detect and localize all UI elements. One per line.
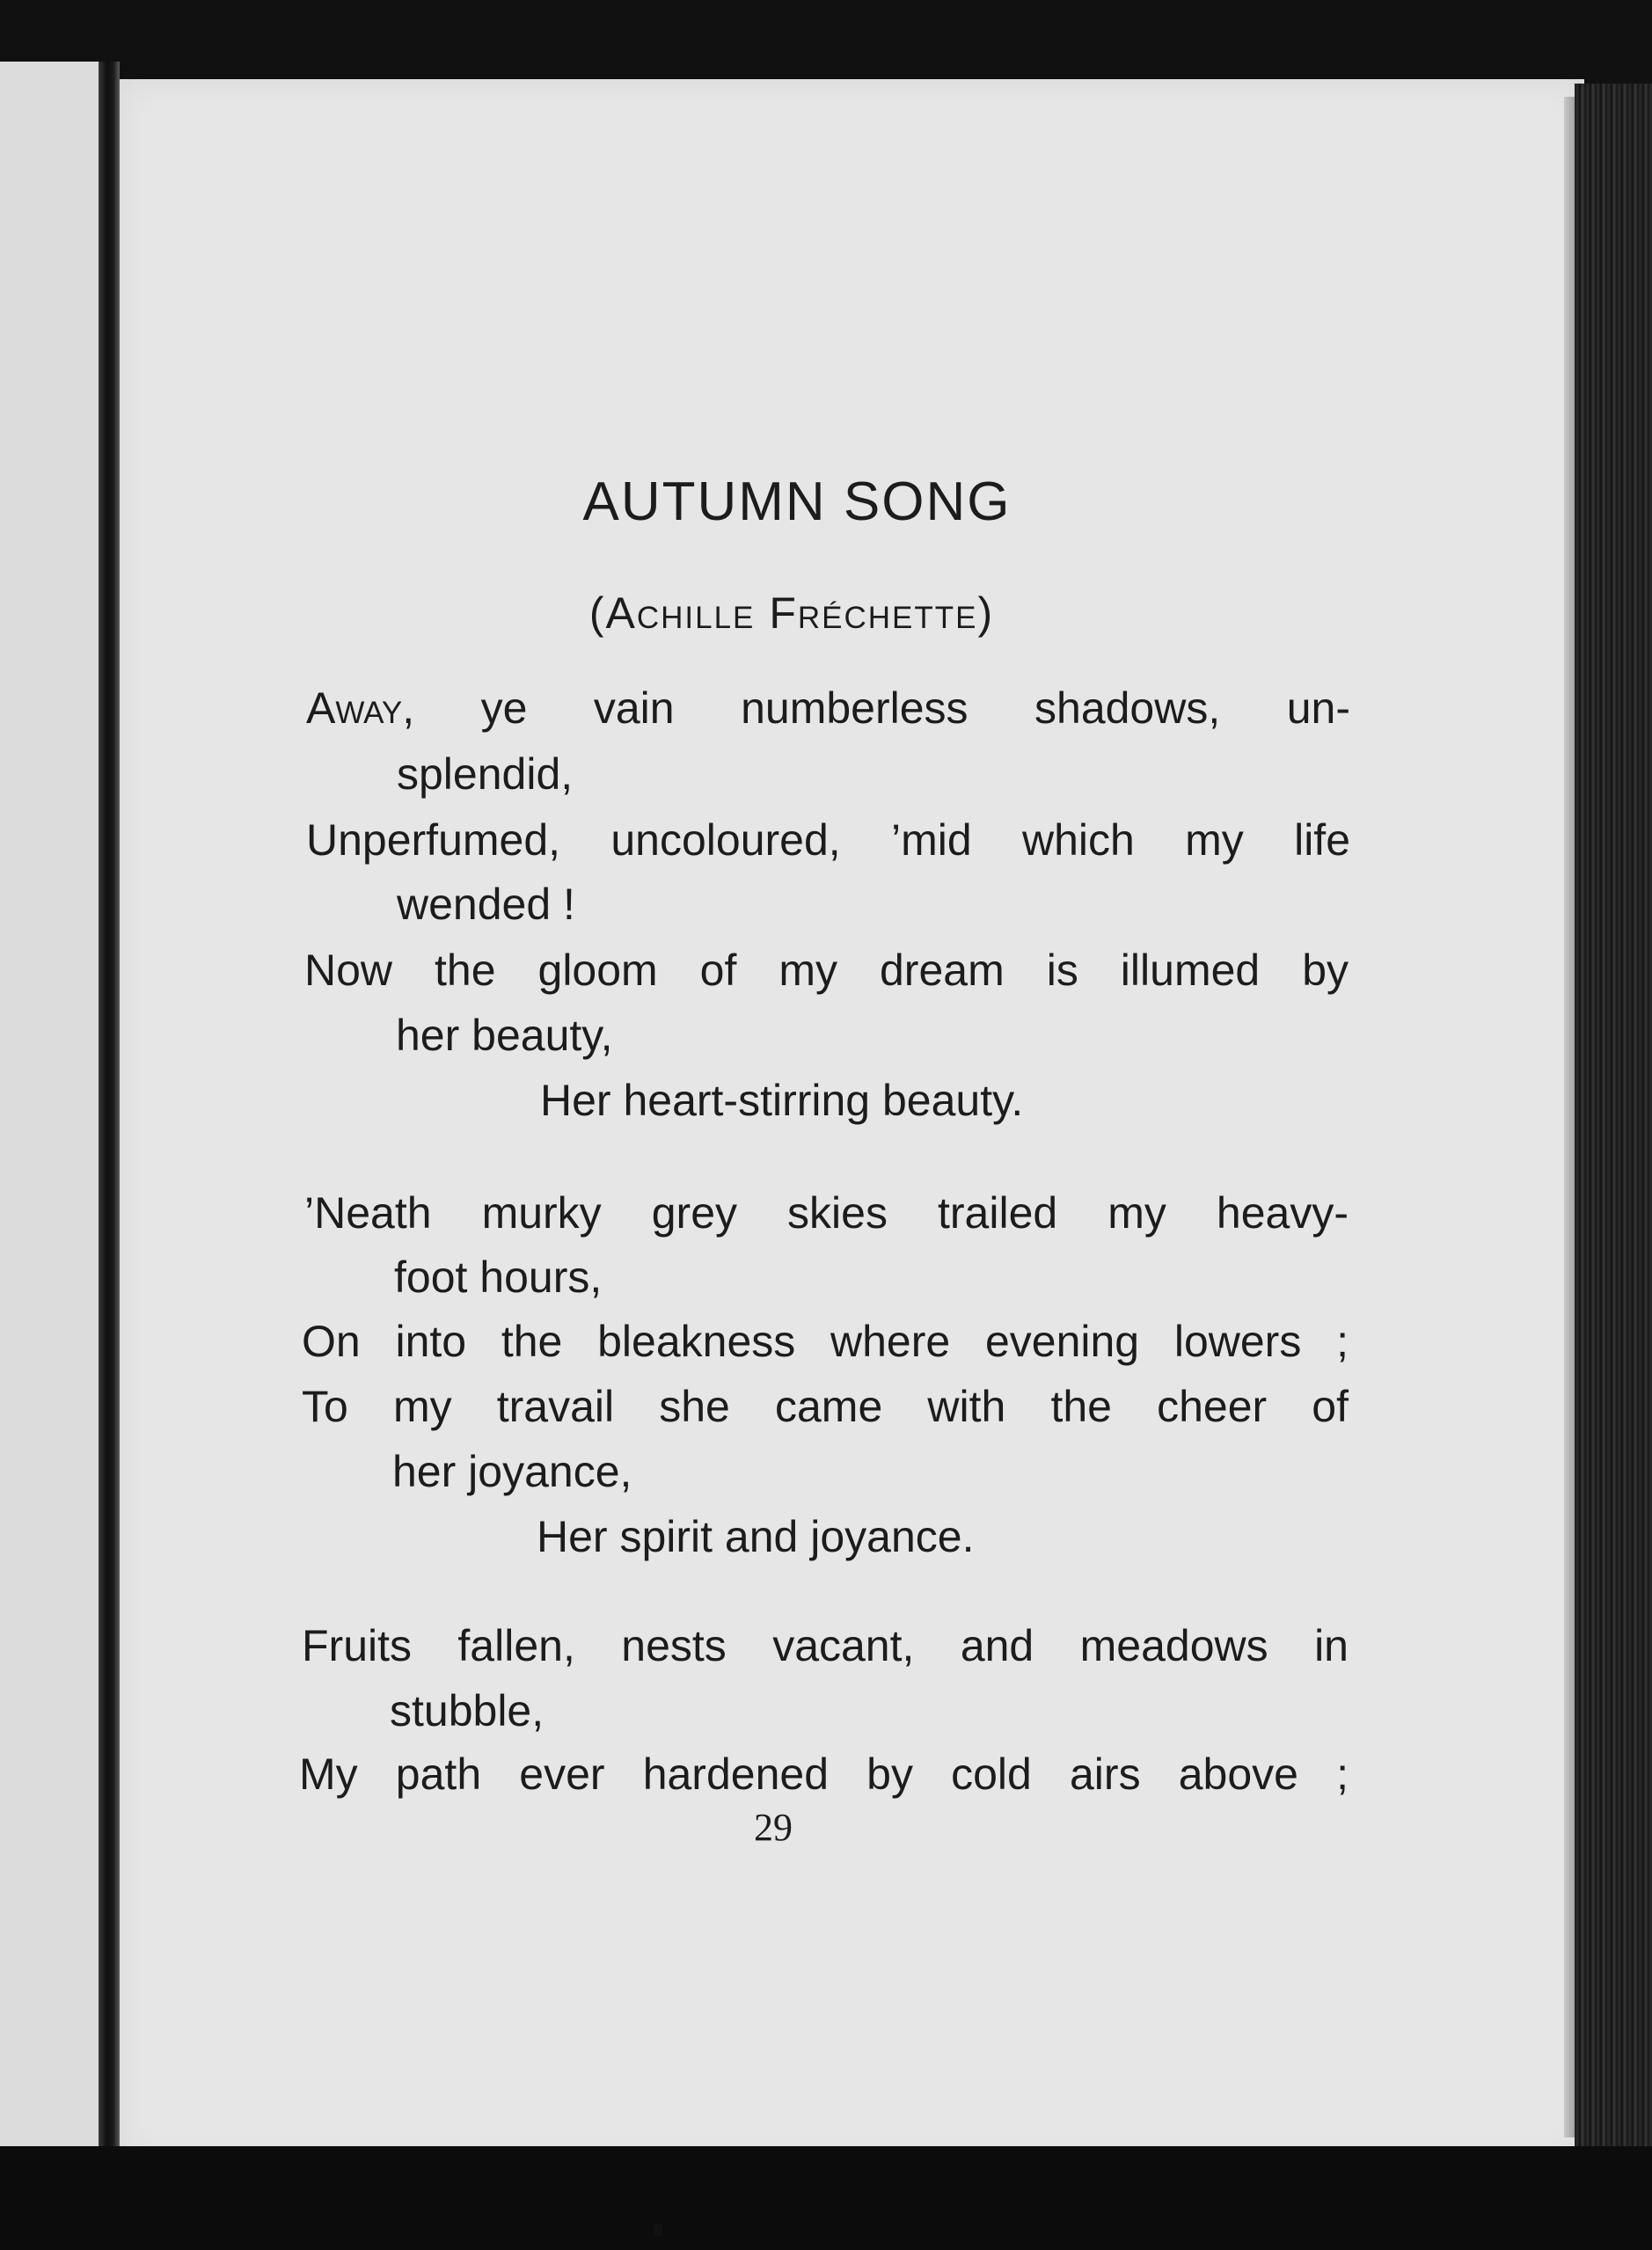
poem-line: Away, ye vain numberless shadows, un- bbox=[306, 683, 1350, 733]
poem-author: (Achille Fréchette) bbox=[588, 588, 995, 638]
poem-line: To my travail she came with the cheer of bbox=[302, 1382, 1349, 1431]
page-text bbox=[120, 79, 1584, 2162]
poem-line: her beauty, bbox=[396, 1011, 613, 1060]
poem-line: Her heart-stirring beauty. bbox=[540, 1076, 1024, 1125]
poem-line: her joyance, bbox=[392, 1447, 632, 1496]
poem-line: On into the bleakness where evening lowers ; bbox=[302, 1317, 1349, 1366]
poem-title: AUTUMN SONG bbox=[582, 471, 1012, 532]
poem-line: stubble, bbox=[390, 1686, 545, 1735]
book-gutter bbox=[99, 62, 120, 2164]
poem-line: splendid, bbox=[397, 749, 574, 799]
book-block-edge bbox=[1575, 84, 1652, 2151]
poem-line: ’Neath murky grey skies trailed my heavy- bbox=[304, 1188, 1349, 1238]
poem-line: Her spirit and joyance. bbox=[537, 1512, 975, 1561]
poem-line: foot hours, bbox=[394, 1253, 603, 1302]
poem-line: Unperfumed, uncoloured, ’mid which my life bbox=[306, 815, 1350, 865]
page-number: 29 bbox=[754, 1806, 793, 1849]
scan-border-top bbox=[0, 0, 1652, 84]
author-last-name: Fréchette bbox=[769, 588, 978, 638]
poem-line: Fruits fallen, nests vacant, and meadows in bbox=[302, 1621, 1349, 1670]
adjacent-page-strip bbox=[0, 62, 104, 2148]
poem-line: wended ! bbox=[397, 880, 575, 929]
scan-speck bbox=[654, 2224, 662, 2236]
poem-line: Now the gloom of my dream is illumed by bbox=[304, 946, 1349, 995]
author-first-name: Achille bbox=[605, 588, 756, 638]
poem-line: My path ever hardened by cold airs above ; bbox=[299, 1750, 1349, 1799]
